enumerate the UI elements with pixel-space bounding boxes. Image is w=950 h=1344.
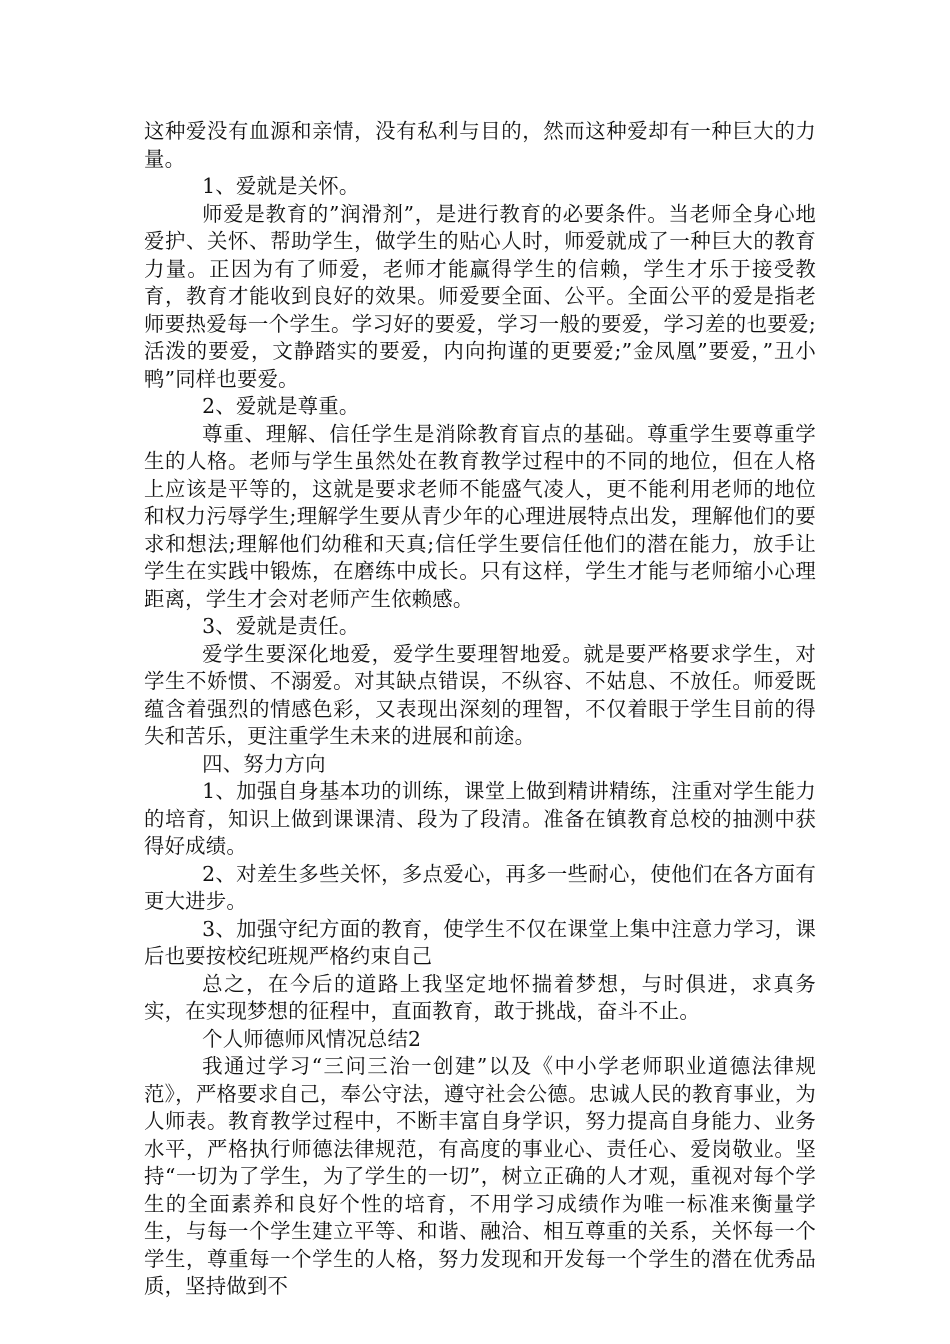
- paragraph-effort-3: 3、加强守纪方面的教育，使学生不仅在课堂上集中注意力学习，课后也要按校纪班规严格约束自己: [144, 916, 816, 968]
- paragraph-effort-2: 2、对差生多些关怀，多点爱心，再多一些耐心，使他们在各方面有更大进步。: [144, 861, 816, 913]
- section-title-summary-2: 个人师德师风情况总结2: [202, 1026, 422, 1051]
- paragraph-conclusion: 总之，在今后的道路上我坚定地怀揣着梦想，与时俱进，求真务实，在实现梦想的征程中，直面教育，敢于挑战，奋斗不止。: [144, 971, 816, 1023]
- document-body: [144, 118, 816, 1301]
- heading-effort-direction: 四、努力方向: [202, 751, 326, 776]
- heading-love-is-respect: 2、爱就是尊重。: [202, 394, 360, 418]
- heading-love-is-responsibility: 3、爱就是责任。: [202, 614, 360, 638]
- paragraph-intro: 这种爱没有血源和亲情，没有私利与目的，然而这种爱却有一种巨大的力量。: [144, 119, 816, 171]
- paragraph-care: 师爱是教育的”润滑剂”，是进行教育的必要条件。当老师全身心地爱护、关怀、帮助学生，做学生的贴心人时，师爱就成了一种巨大的教育力量。正因为有了师爱，老师才能赢得学生的信赖，学生才乐于接受教育，教育才能收到良好的效果。师爱要全面、公平。全面公平的爱是指老师要热爱每一个学生。学习好的要爱，学习一般的要爱，学习差的也要爱;活泼的要爱，文静踏实的要爱，内向拘谨的更要爱;”金凤凰”要爱，”丑小鸭”同样也要爱。: [144, 201, 816, 391]
- paragraph-summary-2: 我通过学习“三问三治一创建”以及《中小学老师职业道德法律规范》，严格要求自己，奉公守法，遵守社会公德。忠诚人民的教育事业，为人师表。教育教学过程中，不断丰富自身学识，努力提高自身能力、业务水平，严格执行师德法律规范，有高度的事业心、责任心、爱岗敬业。坚持“一切为了学生，为了学生的一切”，树立正确的人才观，重视对每个学生的全面素养和良好个性的培育，不用学习成绩作为唯一标准来衡量学生，与每一个学生建立平等、和谐、融洽、相互尊重的关系，关怀每一个学生，尊重每一个学生的人格，努力发现和开发每一个学生的潜在优秀品质，坚持做到不: [144, 1054, 816, 1298]
- paragraph-effort-1: 1、加强自身基本功的训练，课堂上做到精讲精练，注重对学生能力的培育，知识上做到课课清、段为了段清。准备在镇教育总校的抽测中获得好成绩。: [144, 779, 816, 858]
- heading-love-is-care: 1、爱就是关怀。: [202, 174, 360, 198]
- paragraph-responsibility: 爱学生要深化地爱，爱学生要理智地爱。就是要严格要求学生，对学生不娇惯、不溺爱。对其缺点错误，不纵容、不姑息、不放任。师爱既蕴含着强烈的情感色彩，又表现出深刻的理智，不仅着眼于学生目前的得失和苦乐，更注重学生未来的进展和前途。: [144, 641, 816, 748]
- paragraph-respect: 尊重、理解、信任学生是消除教育盲点的基础。尊重学生要尊重学生的人格。老师与学生虽然处在教育教学过程中的不同的地位，但在人格上应该是平等的，这就是要求老师不能盛气凌人，更不能利用老师的地位和权力污辱学生;理解学生要从青少年的心理进展特点出发，理解他们的要求和想法;理解他们幼稚和天真;信任学生要信任他们的潜在能力，放手让学生在实践中锻炼，在磨练中成长。只有这样，学生才能与老师缩小心理距离，学生才会对老师产生依赖感。: [144, 421, 816, 611]
